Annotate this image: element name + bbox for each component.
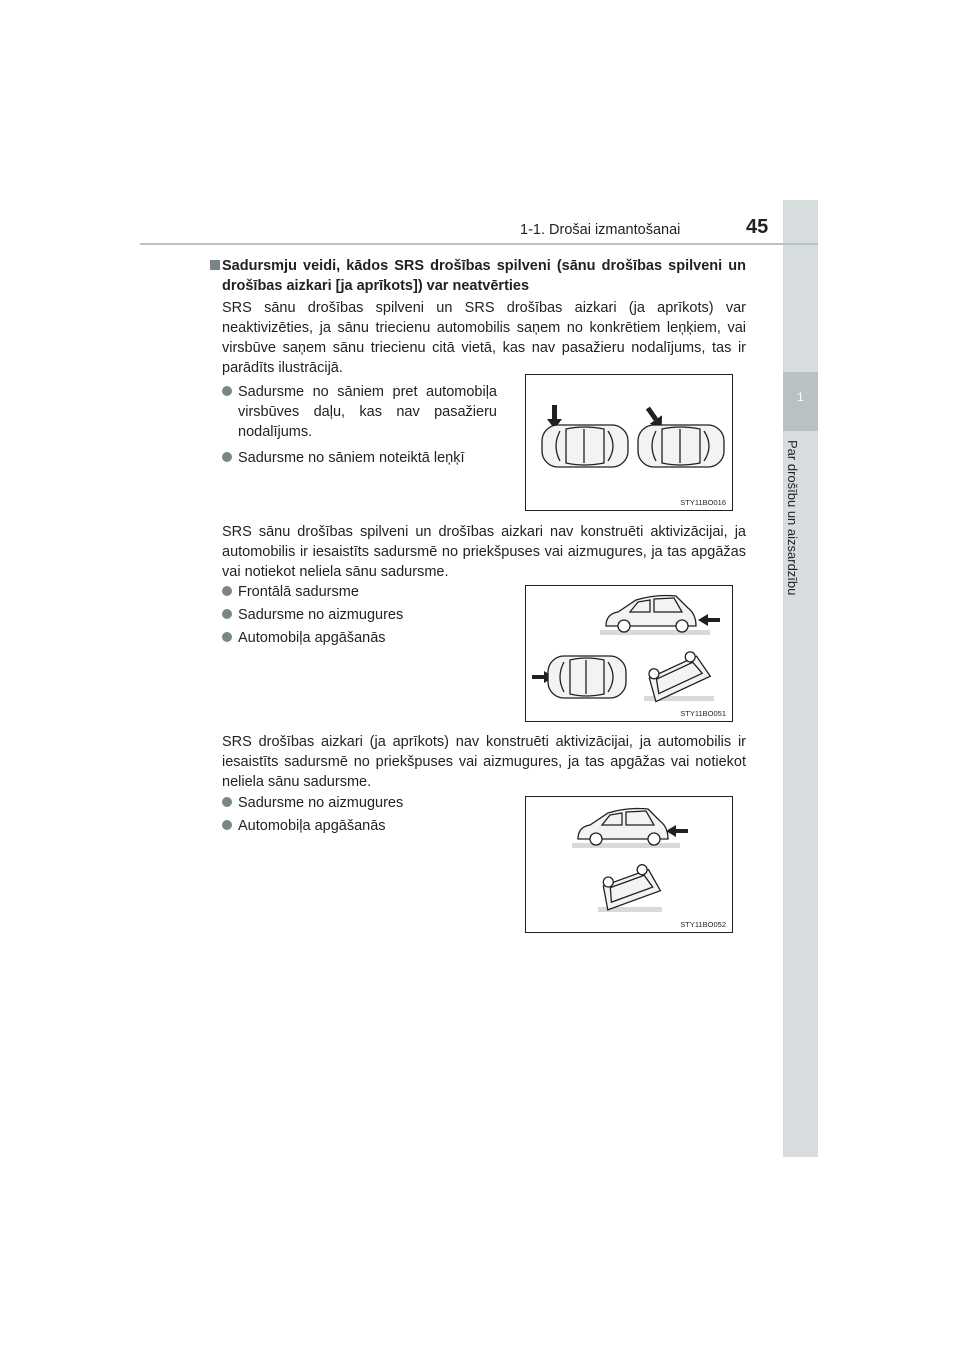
bullet-text: Sadursme no aizmugures — [238, 795, 404, 811]
bullet-text: Sadursme no sāniem noteiktā leņķī — [238, 450, 465, 466]
bullet-dot-icon — [222, 797, 232, 807]
paragraph-3: SRS drošības aizkari (ja aprīkots) nav konstruēti aktivizācijai, ja automobilis ir iesaistīts sadursmē no priekšpuses vai aizmugures, ja tas apgāžas vai notiekot neliela sānu sadursme. — [222, 734, 746, 790]
car-top-view-icon — [548, 656, 626, 698]
chapter-number: 1 — [797, 390, 804, 404]
bullet-frontal — [222, 582, 359, 602]
bullet-dot-icon — [222, 632, 232, 642]
curtain-non-deploy-illustration — [526, 797, 732, 932]
bullet-dot-icon — [222, 386, 232, 396]
bullet-rear — [222, 605, 403, 625]
bullet-dot-icon — [222, 609, 232, 619]
rear-impact-arrow-icon — [698, 614, 720, 626]
paragraph-2: SRS sānu drošības spilveni un drošības aizkari nav konstruēti aktivizācijai, ja automobilis ir iesaistīts sadursmē no priekšpuses vai aizmugures, ja tas apgāžas vai notiekot neliela sānu sadursme. — [222, 524, 746, 580]
rear-impact-arrow-icon — [666, 825, 688, 837]
bullet-text: Sadursme no aizmugures — [238, 607, 404, 623]
bullet-side-body — [222, 382, 497, 442]
chapter-sidebar — [783, 200, 818, 1157]
rollover-car-icon — [643, 648, 714, 701]
bullet-text: Frontālā sadursme — [238, 584, 359, 600]
figure-code: STY11BO052 — [680, 920, 726, 929]
figure-non-deploy-impacts — [525, 585, 733, 722]
bullet-text: Sadursme no sāniem pret automobiļa virsbūves daļu, kas nav pasažieru nodalījums. — [238, 384, 497, 440]
bullet-dot-icon — [222, 452, 232, 462]
car-side-view-icon — [572, 809, 680, 849]
non-deploy-illustration — [526, 586, 732, 721]
rollover-car-icon — [597, 862, 662, 912]
figure-side-impacts — [525, 374, 733, 511]
car-side-view-icon — [600, 596, 710, 636]
car-top-view-icon — [638, 425, 724, 467]
section-title: 1-1. Drošai izmantošanai — [520, 222, 681, 238]
bullet-rear-2 — [222, 793, 403, 813]
bullet-rollover — [222, 628, 386, 648]
bullet-side-angle — [222, 448, 465, 468]
bullet-text: Automobiļa apgāšanās — [238, 818, 386, 834]
bullet-dot-icon — [222, 586, 232, 596]
figure-code: STY11BO016 — [680, 498, 726, 507]
figure-curtain-non-deploy — [525, 796, 733, 933]
bullet-dot-icon — [222, 820, 232, 830]
side-impact-illustration — [526, 375, 732, 510]
car-top-view-icon — [542, 425, 628, 467]
page-number: 45 — [746, 216, 769, 238]
section-heading — [209, 256, 746, 296]
header-rule — [140, 243, 818, 245]
chapter-label: Par drošību un aizsardzību — [785, 440, 800, 596]
figure-code: STY11BO051 — [680, 709, 726, 718]
bullet-rollover-2 — [222, 816, 386, 836]
paragraph-1: SRS sānu drošības spilveni un SRS drošības aizkari (ja aprīkots) var neaktivizēties, ja sānu triecienu automobilis saņem no konkrētiem leņķiem, vai virsbūve saņem sānu triecienu citā vietā, kas nav pasažieru nodalījums, tas ir parādīts ilustrācijā. — [222, 300, 746, 376]
bullet-text: Automobiļa apgāšanās — [238, 630, 386, 646]
section-heading-text: Sadursmju veidi, kādos SRS drošības spilveni (sānu drošības spilveni un drošības aizkari [ja aprīkots]) var neatvērties — [222, 258, 746, 294]
